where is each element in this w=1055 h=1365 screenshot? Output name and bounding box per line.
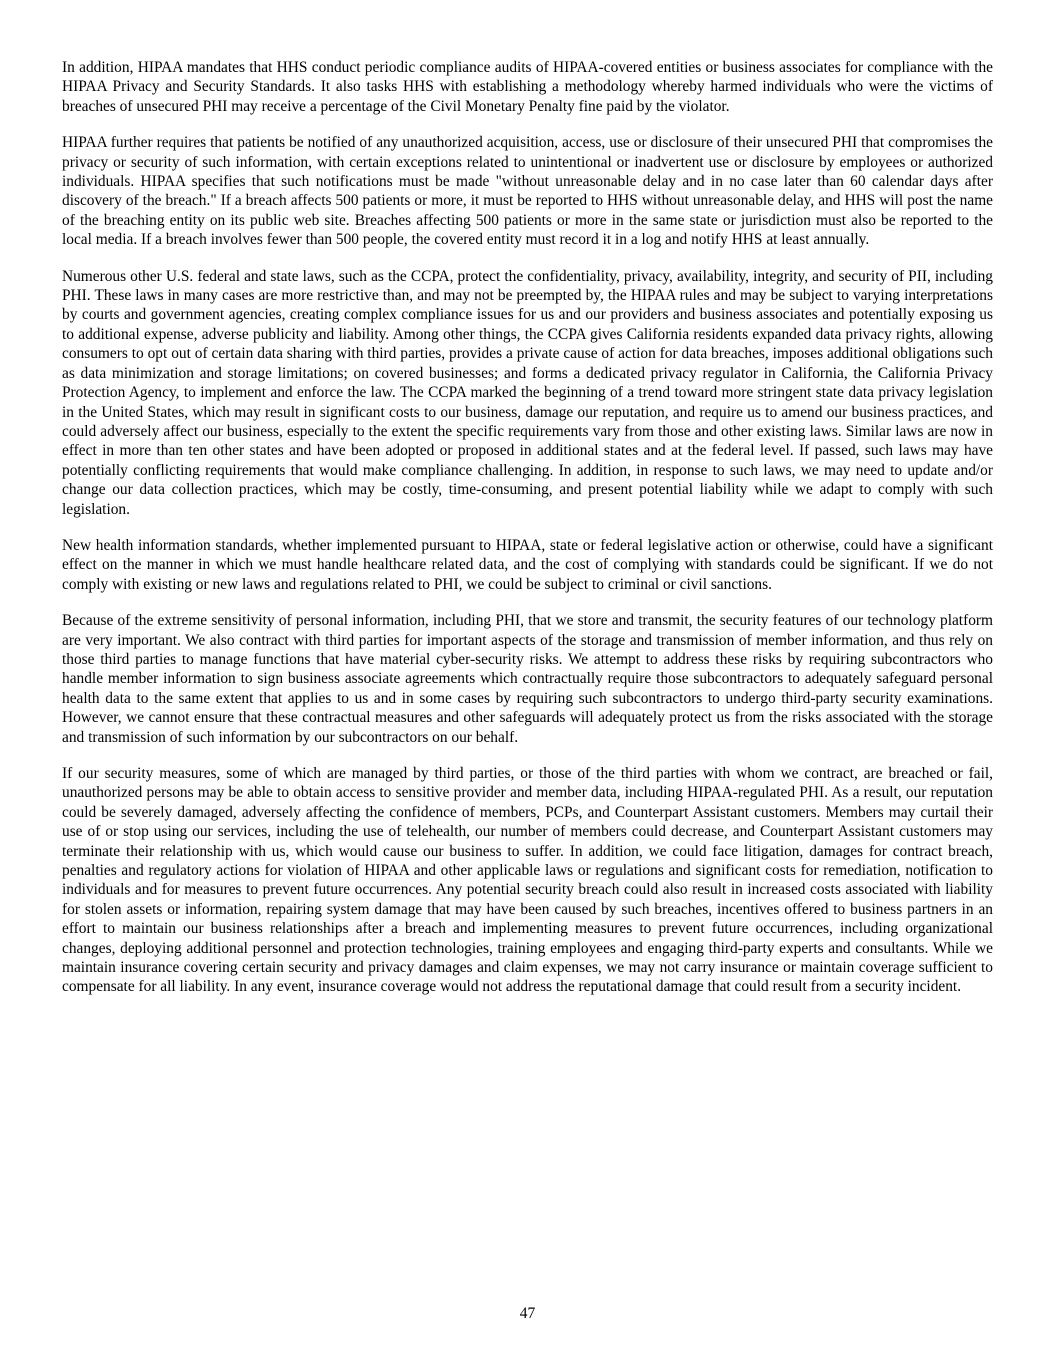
document-body <box>62 58 993 1014</box>
paragraph-breach-notification: HIPAA further requires that patients be notified of any unauthorized acquisition, access, use or disclosure of their unsecured PHI that compromises the privacy or security of such information, with certain exceptions related to unintentional or inadvertent use or disclosure by employees or authorized individuals. HIPAA specifies that such notifications must be made "without unreasonable delay and in no case later than 60 calendar days after discovery of the breach." If a breach affects 500 patients or more, it must be reported to HHS without unreasonable delay, and HHS will post the name of the breaching entity on its public web site. Breaches affecting 500 patients or more in the same state or jurisdiction must also be reported to the local media. If a breach involves fewer than 500 people, the covered entity must record it in a log and notify HHS at least annually. <box>62 134 993 249</box>
paragraph-security-breach-risks: If our security measures, some of which are managed by third parties, or those of the third parties with whom we contract, are breached or fail, unauthorized persons may be able to obtain access to sensitive provider and member data, including HIPAA-regulated PHI. As a result, our reputation could be severely damaged, adversely affecting the confidence of members, PCPs, and Counterpart Assistant customers. Members may curtail their use of or stop using our services, including the use of telehealth, our number of members could decrease, and Counterpart Assistant customers may terminate their relationship with us, which would cause our business to suffer. In addition, we could face litigation, damages for contract breach, penalties and regulatory actions for violation of HIPAA and other applicable laws or regulations and significant costs for remediation, notification to individuals and for measures to prevent future occurrences. Any potential security breach could also result in increased costs associated with liability for stolen assets or information, repairing system damage that may have been caused by such breaches, incentives offered to business partners in an effort to maintain our business relationships after a breach and implementing measures to prevent future occurrences, including organizational changes, deploying additional personnel and protection technologies, training employees and engaging third-party experts and consultants. While we maintain insurance covering certain security and privacy damages and claim expenses, we may not carry insurance or maintain coverage sufficient to compensate for all liability. In any event, insurance coverage would not address the reputational damage that could result from a security incident. <box>62 765 993 996</box>
paragraph-platform-security: Because of the extreme sensitivity of personal information, including PHI, that we store and transmit, the security features of our technology platform are very important. We also contract with third parties for important aspects of the storage and transmission of member information, and thus rely on those third parties to manage functions that have material cyber-security risks. We attempt to address these risks by requiring subcontractors who handle member information to sign business associate agreements which contractually require those subcontractors to adequately safeguard personal health data to the same extent that applies to us and in some cases by requiring such subcontractors to undergo third-party security examinations. However, we cannot ensure that these contractual measures and other safeguards will adequately protect us from the risks associated with the storage and transmission of such information by our subcontractors on our behalf. <box>62 612 993 746</box>
paragraph-hipaa-audits: In addition, HIPAA mandates that HHS conduct periodic compliance audits of HIPAA-covered entities or business associates for compliance with the HIPAA Privacy and Security Standards. It also tasks HHS with establishing a methodology whereby harmed individuals who were the victims of breaches of unsecured PHI may receive a percentage of the Civil Monetary Penalty fine paid by the violator. <box>62 59 993 115</box>
page-number: 47 <box>519 1305 536 1322</box>
paragraph-health-info-standards: New health information standards, whether implemented pursuant to HIPAA, state or federal legislative action or otherwise, could have a significant effect on the manner in which we must handle healthcare related data, and the cost of complying with standards could be significant. If we do not comply with existing or new laws and regulations related to PHI, we could be subject to criminal or civil sanctions. <box>62 536 993 593</box>
paragraph-state-privacy-laws: Numerous other U.S. federal and state laws, such as the CCPA, protect the confidentiality, privacy, availability, integrity, and security of PII, including PHI. These laws in many cases are more restrictive than, and may not be preempted by, the HIPAA rules and may be subject to varying interpretations by courts and government agencies, creating complex compliance issues for us and our providers and business associates and potentially exposing us to additional expense, adverse publicity and liability. Among other things, the CCPA gives California residents expanded data privacy rights, allowing consumers to opt out of certain data sharing with third parties, provides a private cause of action for data breaches, imposes additional obligations such as data minimization and storage limitations; on covered businesses; and forms a dedicated privacy regulator in California, the California Privacy Protection Agency, to implement and enforce the law. The CCPA marked the beginning of a trend toward more stringent state data privacy legislation in the United States, which may result in significant costs to our business, damage our reputation, and require us to amend our business practices, and could adversely affect our business, especially to the extent the specific requirements vary from those and other existing laws. Similar laws are now in effect in more than ten other states and have been adopted or proposed in additional states and at the federal level. If passed, such laws may have potentially conflicting requirements that would make compliance challenging. In addition, in response to such laws, we may need to update and/or change our data collection practices, which may be costly, time-consuming, and present potential liability while we adapt to comply with such legislation. <box>62 267 993 518</box>
